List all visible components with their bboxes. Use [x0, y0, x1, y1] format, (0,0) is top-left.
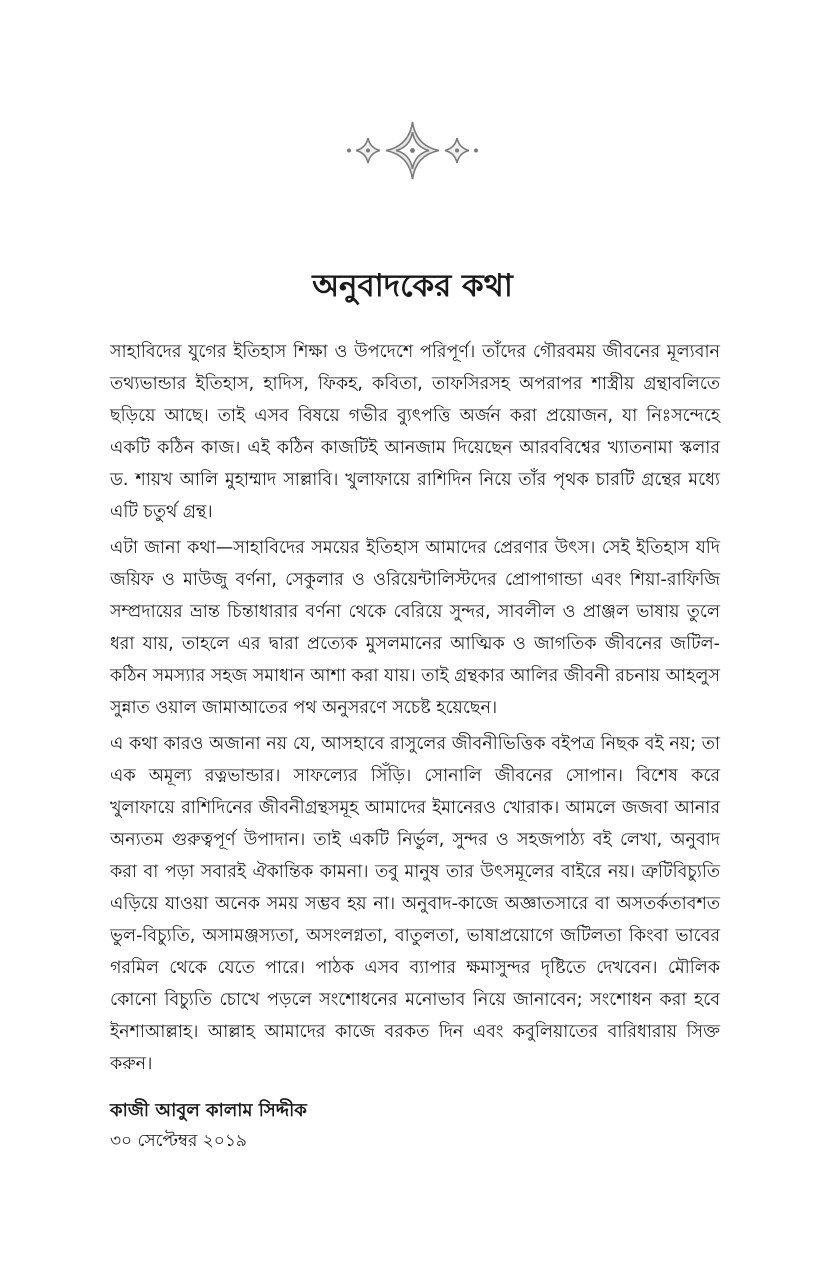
- page-title: অনুবাদকের কথা: [312, 268, 513, 304]
- signature-date: ৩০ সেপ্টেম্বর ২০১৯: [110, 1131, 247, 1151]
- paragraph: এটা জানা কথা—সাহাবিদের সময়ের ইতিহাস আমাদের প্রেরণার উৎস। সেই ইতিহাস যদি জয়িফ ও মাউজু বর্ণনা, সেকুলার ও ওরিয়েন্টালিস্টদের প্রোপাগান্ডা এবং শিয়া-রাফিজি সম্প্রদায়ের ভ্রান্ত চিন্তাধারার বর্ণনা থেকে বেরিয়ে সুন্দর, সাবলীল ও প্রাঞ্জল ভাষায় তুলে ধরা যায়, তাহলে এর দ্বারা প্রত্যেক মুসলমানের আত্মিক ও জাগতিক জীবনের জটিল-কঠিন সমস্যার সহজ সমাধান আশা করা যায়। তাই গ্রন্থকার আলির জীবনী রচনায় আহলুস সুন্নাত ওয়াল জামাআতের পথ অনুসরণে সচেষ্ট হয়েছেন।: [110, 538, 720, 718]
- paragraph: সাহাবিদের যুগের ইতিহাস শিক্ষা ও উপদেশে পরিপূর্ণ। তাঁদের গৌরবময় জীবনের মূল্যবান তথ্যভান্ডার ইতিহাস, হাদিস, ফিকহ, কবিতা, তাফসিরসহ অপরাপর শাস্ত্রীয় গ্রন্থাবলিতে ছড়িয়ে আছে। তাই এসব বিষয়ে গভীর ব্যুৎপত্তি অর্জন করা প্রয়োজন, যা নিঃসন্দেহে একটি কঠিন কাজ। এই কঠিন কাজটিই আনজাম দিয়েছেন আরববিশ্বের খ্যাতনামা স্কলার ড. শায়খ আলি মুহাম্মাদ সাল্লাবি। খুলাফায়ে রাশিদিন নিয়ে তাঁর পৃথক চারটি গ্রন্থের মধ্যে এটি চতুর্থ গ্রন্থ।: [110, 342, 720, 522]
- body-text: [110, 336, 720, 1084]
- paragraph: এ কথা কারও অজানা নয় যে, আসহাবে রাসুলের জীবনীভিত্তিক বইপত্র নিছক বই নয়; তা এক অমূল্য রত্নভান্ডার। সাফল্যের সিঁড়ি। সোনালি জীবনের সোপান। বিশেষ করে খুলাফায়ে রাশিদিনের জীবনীগ্রন্থসমূহ আমাদের ইমানেরও খোরাক। আমলে জজবা আনার অন্যতম গুরুত্বপূর্ণ উপাদান। তাই একটি নির্ভুল, সুন্দর ও সহজপাঠ্য বই লেখা, অনুবাদ করা বা পড়া সবারই ঐকান্তিক কামনা। তবু মানুষ তার উৎসমূলের বাইরে নয়। ত্রুটিবিচ্যুতি এড়িয়ে যাওয়া অনেক সময় সম্ভব হয় না। অনুবাদ-কাজে অজ্ঞাতসারে বা অসতর্কতাবশত ভুল-বিচ্যুতি, অসামঞ্জস্যতা, অসংলগ্নতা, বাতুলতা, ভাষাপ্রয়োগে জটিলতা কিংবা ভাবের গরমিল থেকে যেতে পারে। পাঠক এসব ব্যাপার ক্ষমাসুন্দর দৃষ্টিতে দেখবেন। মৌলিক কোনো বিচ্যুতি চোখে পড়লে সংশোধনের মনোভাব নিয়ে জানাবেন; সংশোধন করা হবে ইনশাআল্লাহ। আল্লাহ আমাদের কাজে বরকত দিন এবং কবুলিয়াতের বারিধারায় সিক্ত করুন।: [110, 734, 720, 1074]
- translator-name: কাজী আবুল কালাম সিদ্দীক: [110, 1100, 307, 1121]
- star-ornament-icon: [345, 118, 480, 183]
- signature-block: [110, 1096, 307, 1156]
